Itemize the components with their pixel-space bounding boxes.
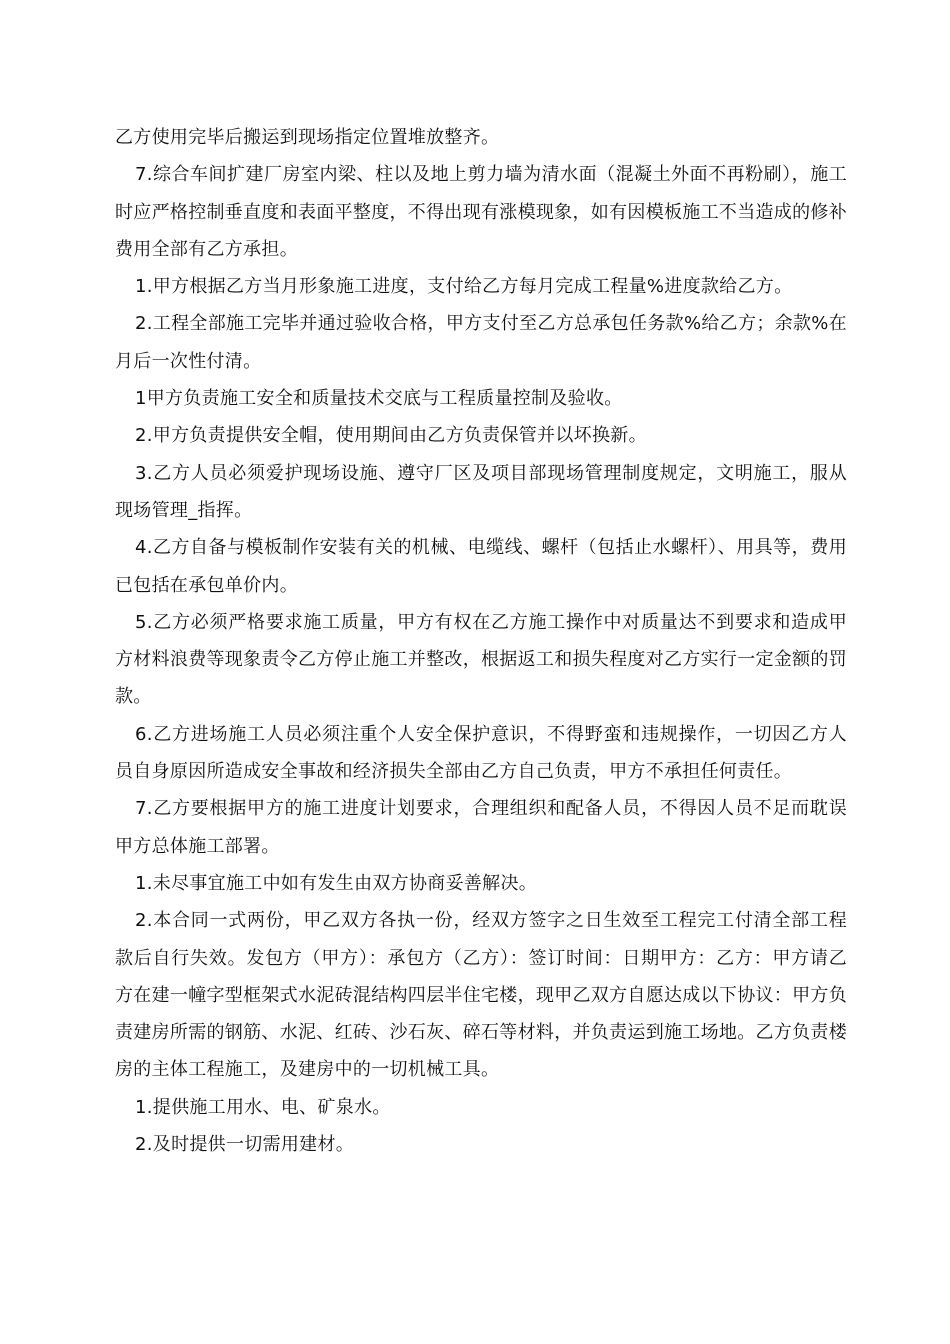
paragraph: 7.综合车间扩建厂房室内梁、柱以及地上剪力墙为清水面（混凝土外面不再粉刷），施工时应严格控制垂直度和表面平整度，不得出现有涨模现象，如有因模板施工不当造成的修补费用全部有乙方承担。 xyxy=(115,164,847,260)
paragraph: 1.提供施工用水、电、矿泉水。 xyxy=(135,1096,391,1118)
paragraph: 乙方使用完毕后搬运到现场指定位置堆放整齐。 xyxy=(115,127,500,148)
paragraph: 2.甲方负责提供安全帽，使用期间由乙方负责保管并以坏换新。 xyxy=(135,425,647,447)
paragraph: 7.乙方要根据甲方的施工进度计划要求，合理组织和配备人员，不得因人员不足而耽误甲方总体施工部署。 xyxy=(115,798,847,857)
paragraph: 2.工程全部施工完毕并通过验收合格，甲方支付至乙方总承包任务款%给乙方；余款%在月后一次性付清。 xyxy=(115,313,847,372)
paragraph: 1甲方负责施工安全和质量技术交底与工程质量控制及验收。 xyxy=(135,388,623,410)
paragraph: 5.乙方必须严格要求施工质量，甲方有权在乙方施工操作中对质量达不到要求和造成甲方材料浪费等现象责令乙方停止施工并整改，根据返工和损失程度对乙方实行一定金额的罚款。 xyxy=(115,611,847,708)
document-body xyxy=(115,119,847,1163)
paragraph: 3.乙方人员必须爱护现场设施、遵守厂区及项目部现场管理制度规定，文明施工，服从现场管理_指挥。 xyxy=(115,462,847,521)
paragraph: 4.乙方自备与模板制作安装有关的机械、电缆线、螺杆（包括止水螺杆）、用具等，费用已包括在承包单价内。 xyxy=(115,537,847,596)
paragraph: 1.未尽事宜施工中如有发生由双方协商妥善解决。 xyxy=(135,872,538,894)
paragraph: 6.乙方进场施工人员必须注重个人安全保护意识，不得野蛮和违规操作，一切因乙方人员自身原因所造成安全事故和经济损失全部由乙方自己负责，甲方不承担任何责任。 xyxy=(115,723,847,783)
paragraph: 1.甲方根据乙方当月形象施工进度，支付给乙方每月完成工程量%进度款给乙方。 xyxy=(135,276,793,298)
paragraph: 2.本合同一式两份，甲乙双方各执一份，经双方签字之日生效至工程完工付清全部工程款后自行失效。发包方（甲方）：承包方（乙方）：签订时间：日期甲方：乙方：甲方请乙方在建一幢字型框架式水泥砖混结构四层半住宅楼，现甲乙双方自愿达成以下协议：甲方负责建房所需的钢筋、水泥、红砖、沙石灰、碎石等材料，并负责运到施工场地。乙方负责楼房的主体工程施工，及建房中的一切机械工具。 xyxy=(115,910,847,1081)
paragraph: 2.及时提供一切需用建材。 xyxy=(135,1134,355,1156)
